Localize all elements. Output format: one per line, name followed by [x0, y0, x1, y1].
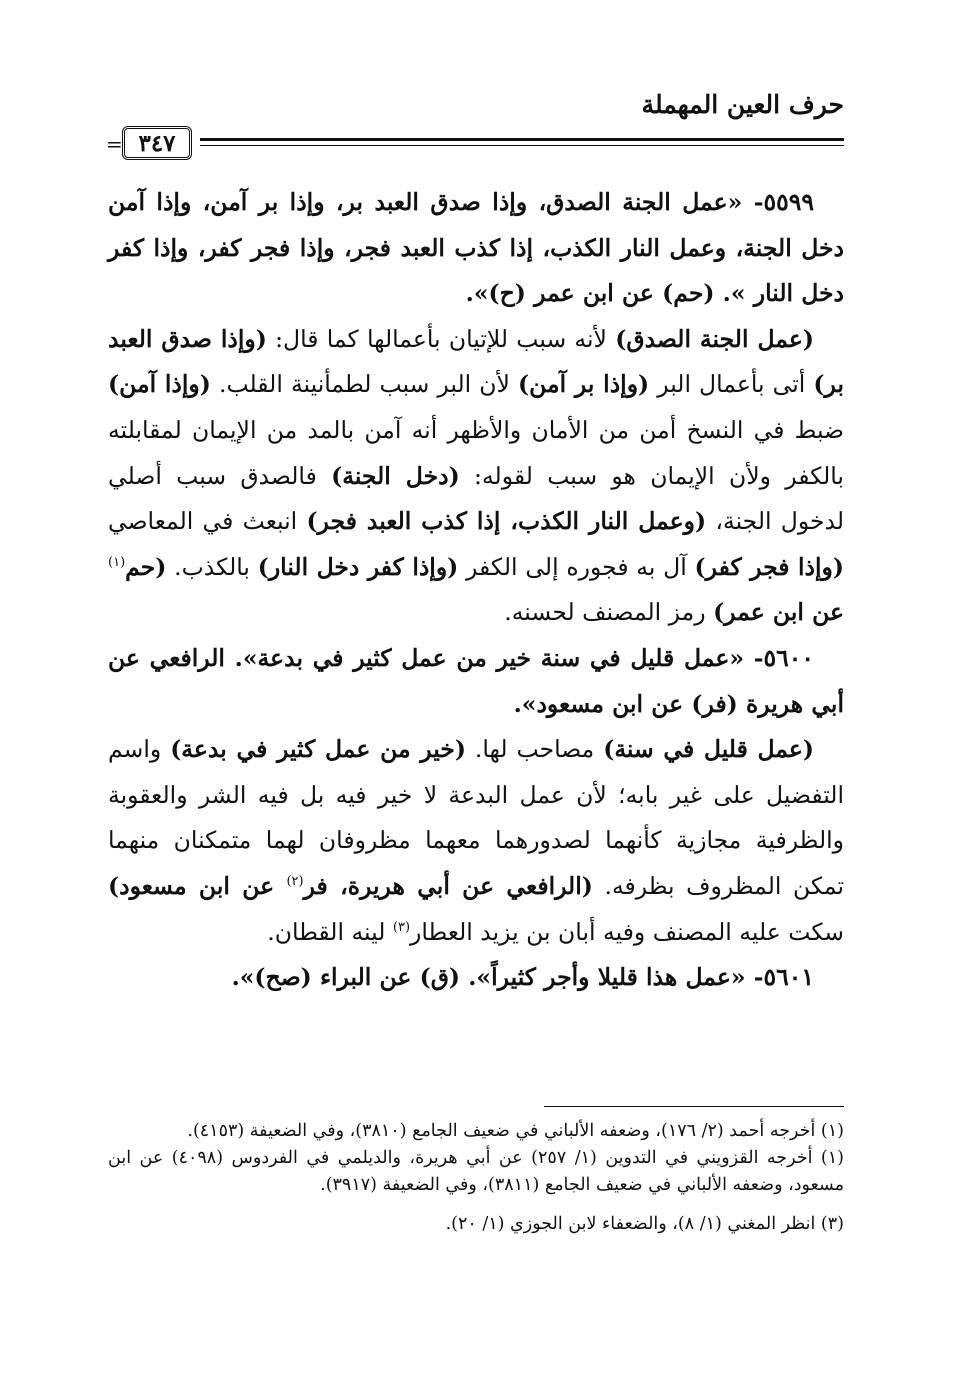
quote: (عمل الجنة الصدق)	[615, 324, 814, 353]
quote: (وإذا كفر دخل النار)	[257, 552, 459, 581]
page-number: ٣٤٧	[122, 126, 192, 160]
footnote-1: (١) أخرجه أحمد (٢/ ١٧٦)، وضعفه الألباني في ضعيف الجامع (٣٨١٠)، وفي الضعيفة (٤١٥٣).	[187, 1121, 844, 1141]
hadith-5601	[108, 955, 844, 1001]
gloss: لينه القطان.	[267, 917, 393, 946]
hadith-source: . (ق) عن البراء (صح)».	[231, 963, 477, 992]
gloss: انبعث في المعاصي	[108, 507, 307, 536]
hadith-source: . (حم) عن ابن عمر (ح)».	[465, 279, 731, 308]
quote: (الرافعي عن أبي هريرة، فر	[303, 871, 593, 900]
quote: (وإذا فجر كفر)	[694, 552, 844, 581]
footnote-separator	[544, 1106, 844, 1107]
footnote-ref-3[interactable]: (٣)	[392, 919, 411, 935]
gloss: مصاحب لها.	[465, 735, 604, 764]
footnote-ref-1[interactable]: (١)	[108, 554, 126, 570]
quote: (وإذا آمن)	[108, 370, 211, 399]
hadith-text: «عمل هذا قليلا وأجر كثيراً»	[476, 963, 746, 992]
quote: (حم	[125, 552, 167, 581]
running-title: حرف العين المهملة	[641, 90, 844, 119]
hadith-number: ٥٥٩٩-	[742, 188, 814, 216]
quote: عن ابن عمر)	[713, 598, 844, 627]
gloss: أتى بأعمال البر	[649, 370, 814, 399]
commentary-5600	[108, 727, 844, 955]
gloss: آل به فجوره إلى الكفر	[458, 552, 695, 581]
hadith-5599	[108, 180, 844, 317]
gloss: لأنه سبب للإتيان بأعمالها كما قال:	[266, 324, 616, 353]
gloss: بالكذب.	[166, 552, 258, 581]
quote: (دخل الجنة)	[331, 461, 460, 490]
hadith-text: «عمل الجنة الصدق، وإذا صدق العبد بر، وإذا بر آمن، وإذا آمن دخل الجنة، وعمل النار الكذب، إذا كذب العبد فجر، وإذا فجر كفر، وإذا كفر دخل النار »	[108, 188, 844, 308]
footnote-ref-2[interactable]: (٢)	[286, 874, 304, 890]
header-rule	[108, 126, 844, 156]
commentary-5599	[108, 317, 844, 636]
quote: (عمل قليل في سنة)	[603, 735, 815, 764]
header-rule-thin	[200, 145, 844, 146]
gloss: رمز المصنف لحسنه.	[504, 598, 714, 627]
main-text	[108, 180, 844, 1001]
footnote-3: (٣) انظر المغني (١/ ٨)، والضعفاء لابن الجوزي (١/ ٢٠).	[445, 1214, 844, 1234]
gloss: ضبط في النسخ أمن من الأمان والأظهر أنه آمن بالمد من الإيمان لمقابلته بالكفر ولأن الإيمان هو سبب لقوله:	[108, 415, 844, 490]
footnotes	[108, 1118, 844, 1238]
hadith-number: ٥٦٠٠-	[744, 643, 815, 672]
gloss: سكت عليه المصنف وفيه أبان بن يزيد العطار	[410, 917, 844, 946]
header-dash: =	[106, 132, 123, 156]
header-rule-thick	[200, 138, 844, 141]
quote: (وعمل النار الكذب، إذا كذب العبد فجر)	[306, 507, 707, 536]
quote: عن ابن مسعود)	[108, 871, 287, 900]
quote: (وإذا صدق العبد بر)	[108, 324, 845, 399]
hadith-text: «عمل قليل في سنة خير من عمل كثير في بدعة». الرافعي عن أبي هريرة (فر) عن ابن مسعود».	[108, 643, 844, 718]
hadith-number: ٥٦٠١-	[745, 963, 814, 992]
quote: (خير من عمل كثير في بدعة)	[170, 735, 466, 764]
gloss: فالصدق سبب أصلي لدخول الجنة،	[108, 461, 844, 536]
gloss: واسم التفضيل على غير بابه؛ لأن عمل البدعة لا خير فيه بل فيه الشر والعقوبة والظرفية مجازية كأنهما لصدورهما معهما مظروفان لهما متمكنان منهما تمكن المظروف بظرفه.	[108, 735, 845, 900]
hadith-5600	[108, 636, 844, 727]
footnote-2: (١) أخرجه القزويني في التدوين (١/ ٢٥٧) عن أبي هريرة، والديلمي في الفردوس (٤٠٩٨) عن ابن مسعود، وضعفه الألباني في ضعيف الجامع (٣٨١١)، وفي الضعيفة (٣٩١٧).	[108, 1148, 844, 1195]
quote: (وإذا بر آمن)	[517, 370, 650, 399]
gloss: لأن البر سبب لطمأنينة القلب.	[210, 370, 518, 399]
